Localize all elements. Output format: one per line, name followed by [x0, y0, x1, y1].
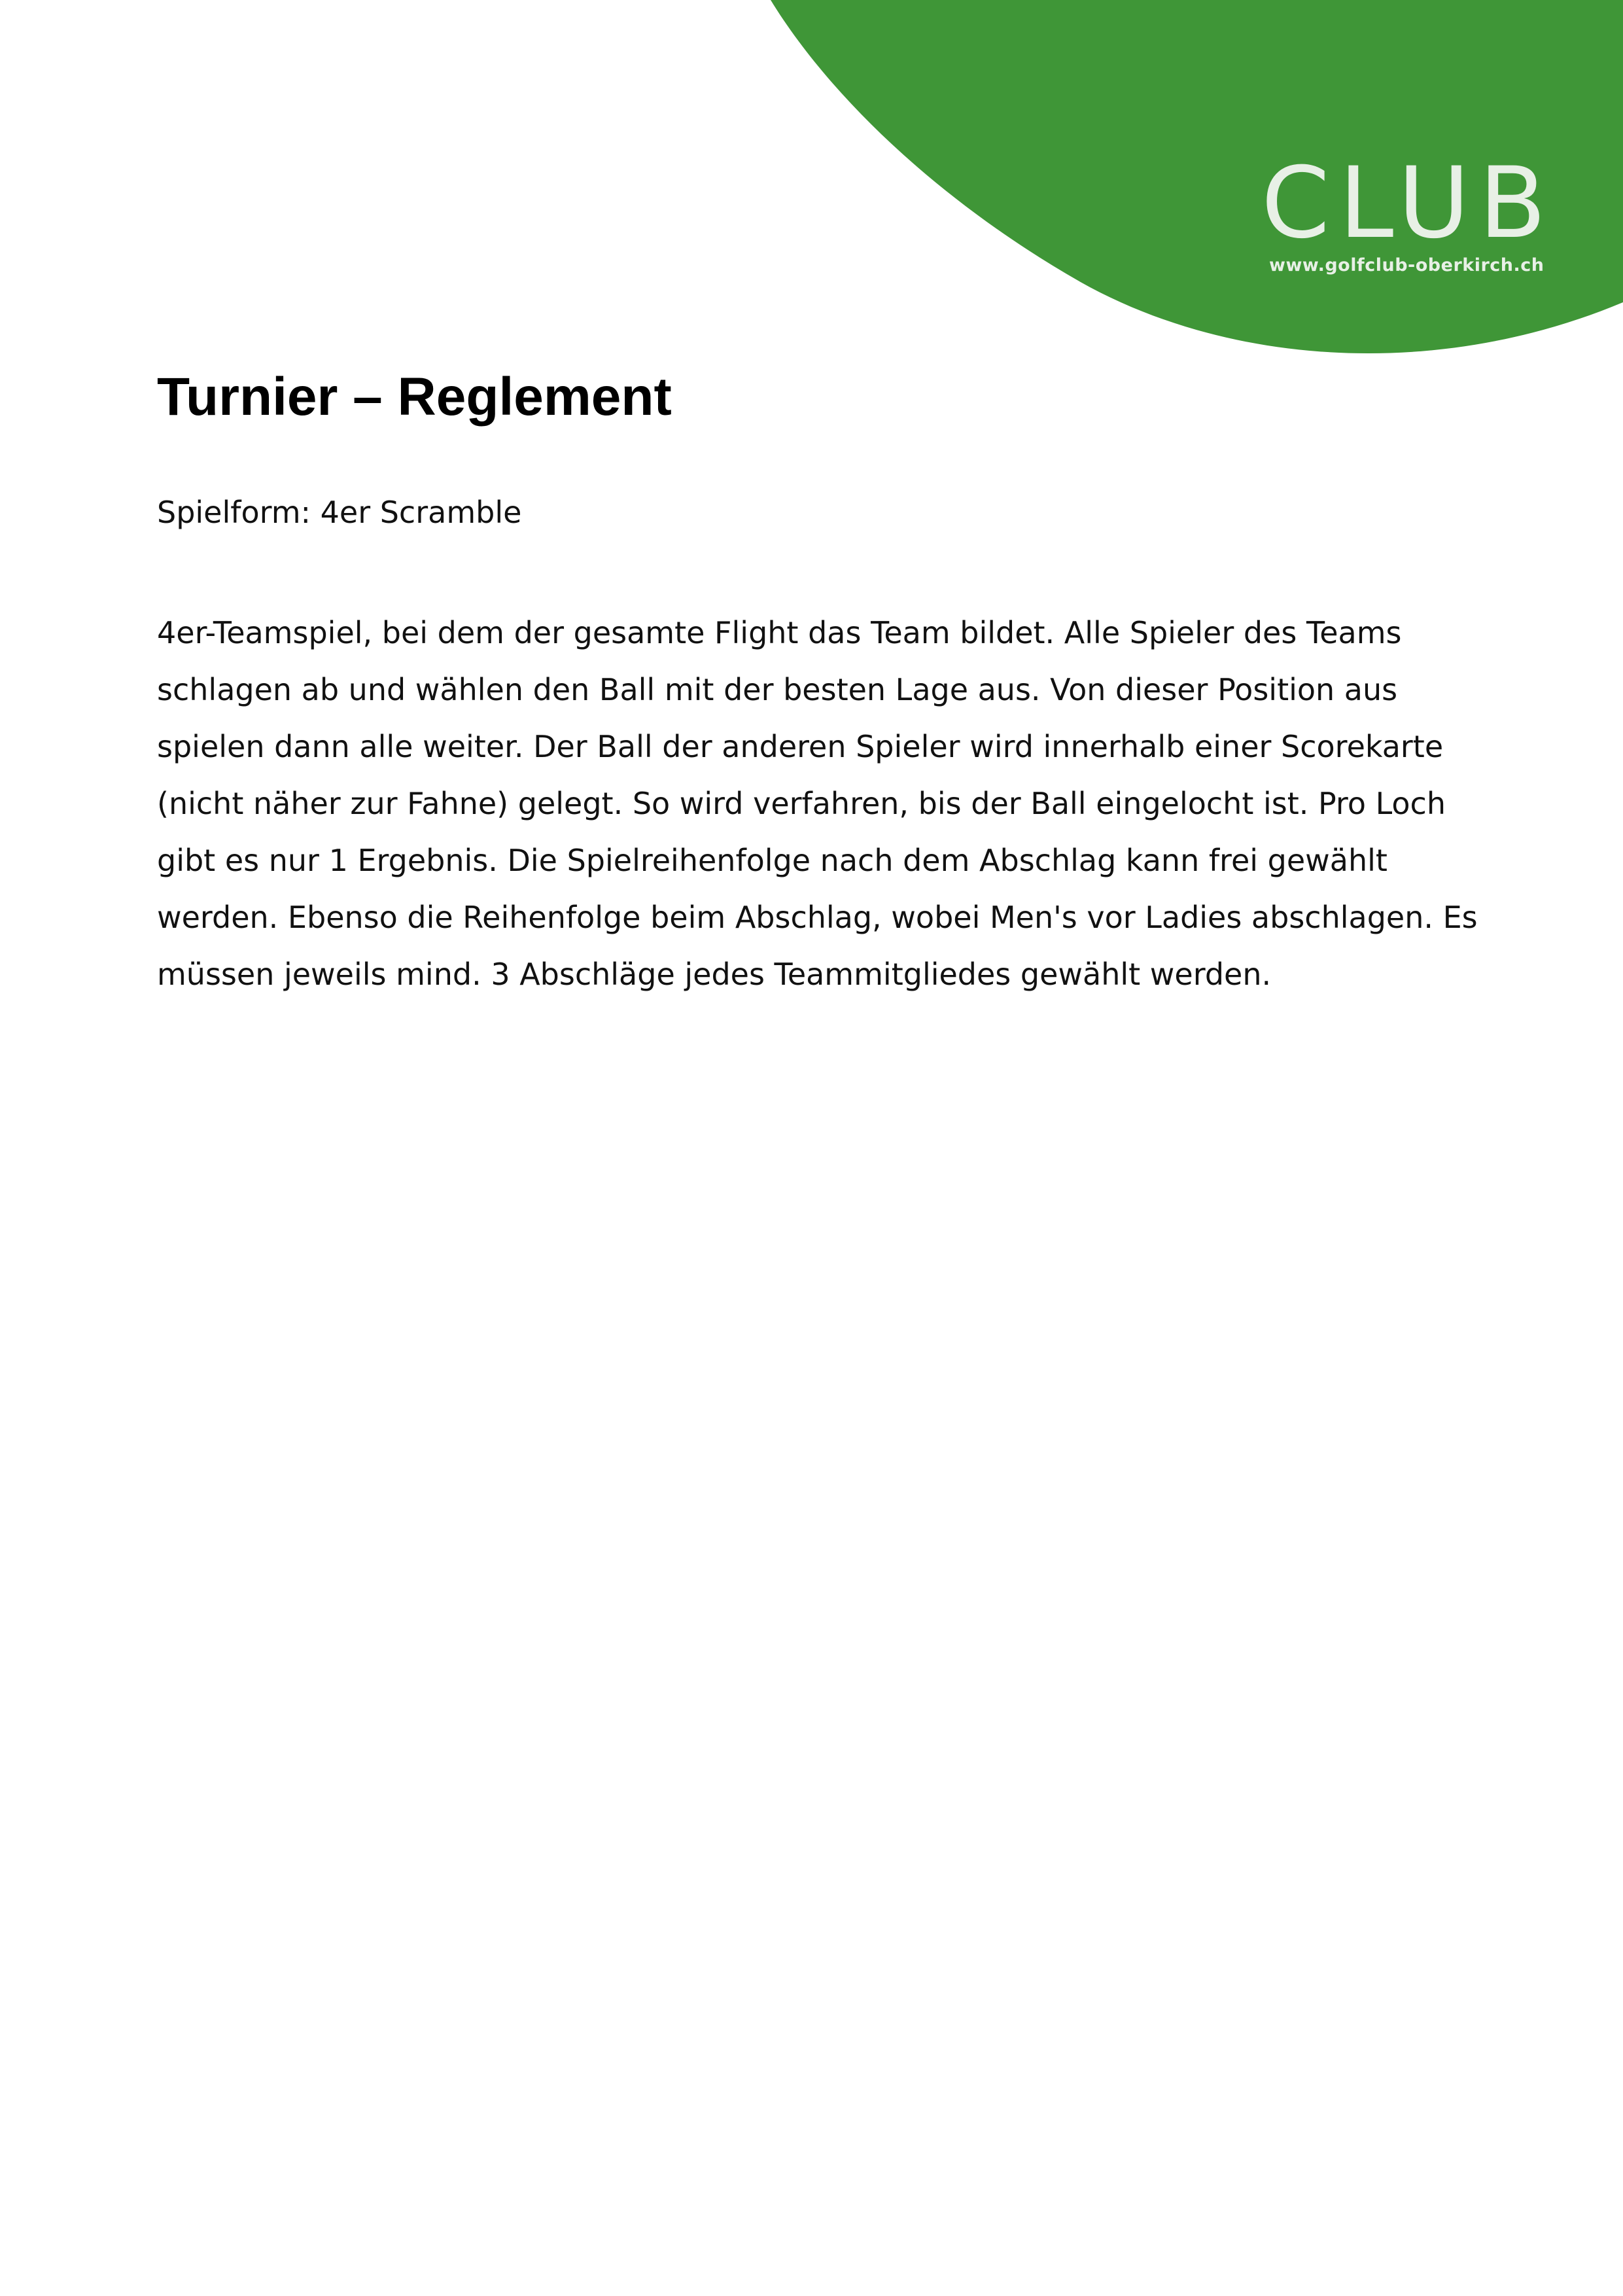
rules-paragraph — [157, 605, 1518, 1003]
page-title: Turnier – Reglement — [157, 367, 672, 427]
game-format-label: Spielform: 4er Scramble — [157, 495, 522, 530]
rules-line-5: gibt es nur 1 Ergebnis. Die Spielreihenfolge nach dem Abschlag kann frei gewählt — [157, 843, 1387, 878]
rules-line-4: (nicht näher zur Fahne) gelegt. So wird verfahren, bis der Ball eingelocht ist. Pro Loch — [157, 786, 1446, 821]
club-website-url: www.golfclub-oberkirch.ch — [1269, 255, 1544, 275]
rules-line-2: schlagen ab und wählen den Ball mit der besten Lage aus. Von dieser Position aus — [157, 672, 1398, 707]
rules-line-6: werden. Ebenso die Reihenfolge beim Abschlag, wobei Men's vor Ladies abschlagen. Es — [157, 900, 1478, 935]
rules-line-3: spielen dann alle weiter. Der Ball der anderen Spieler wird innerhalb einer Scorekarte — [157, 729, 1444, 764]
club-logo-text: CLUB — [1261, 147, 1556, 260]
rules-line-7: müssen jeweils mind. 3 Abschläge jedes Teammitgliedes gewählt werden. — [157, 957, 1272, 992]
rules-line-1: 4er-Teamspiel, bei dem der gesamte Flight das Team bildet. Alle Spieler des Teams — [157, 615, 1402, 650]
